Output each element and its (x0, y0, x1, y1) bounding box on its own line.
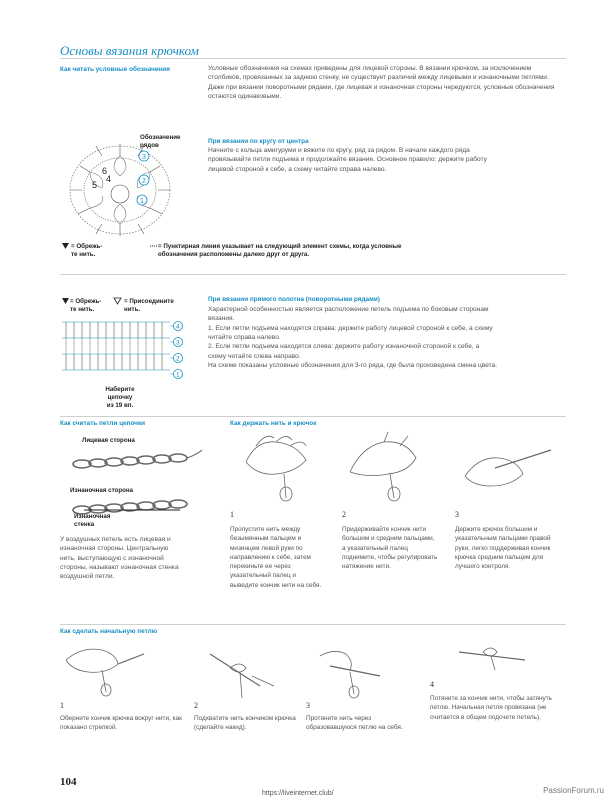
loop-step-4-illustration (455, 642, 535, 672)
loop-step-3-num: 3 (306, 701, 310, 710)
flat-attach-thread: = Присоедините нить. (124, 298, 174, 313)
watermark: PassionForum.ru (543, 786, 604, 795)
flat-heading: При вязании прямого полотна (поворотными рядами) (208, 296, 380, 303)
dotted-line-note: = Пунктирная линия указывает на следующий элемент схемы, когда условные обозначения расположены далеко друг от друга. (158, 243, 402, 258)
page-number: 104 (60, 776, 77, 788)
back-wall-label: Изнаночная стенка (74, 513, 111, 528)
rule-2 (60, 274, 566, 275)
hold-step-1-num: 1 (230, 510, 234, 519)
round-circle-3: 3 (142, 154, 146, 161)
loop-step-2-illustration (200, 646, 280, 701)
flat-crochet-diagram (60, 316, 190, 386)
flat-row-1: 1 (176, 371, 180, 379)
rows-designation-label: Обозначение рядов (140, 134, 181, 149)
title-rule (60, 58, 566, 59)
loop-step-4-text: Потяните за кончик нити, чтобы затянуть петлю. Начальная петля провязана (не считается в общем подсчете петель). (430, 695, 552, 721)
hold-step-1-text: Пропустите нить между безымянным пальцем и мизинцем левой руки по направлению к себе, затем перекиньте ее через указательный палец и выведите кончик нити на себя. (230, 526, 322, 589)
hold-step-3-illustration (455, 446, 555, 496)
round-text: Начните с кольца амигуруми и вяжите по кругу, ряд за рядом. В начале каждого ряда провязывайте петли подъема и продолжайте вязание. Основное правило: держите работу лицевой стороной к себе, а схему читайте справа налево. (208, 147, 487, 173)
loop-step-1-num: 1 (60, 701, 64, 710)
round-row-4-label: 4 (106, 174, 112, 184)
chain-heading: Как считать петли цепочки (60, 420, 146, 427)
flat-cut-thread: = Обрежь- те нить. (70, 298, 102, 313)
round-row-5-label: 5 (92, 180, 98, 190)
round-heading: При вязании по кругу от центра (208, 138, 309, 145)
hold-step-2-illustration (340, 432, 430, 502)
symbols-intro-text: Условные обозначения на схемах приведены для лицевой стороны. В вязании крючком, за исключением столбиков, провязанных за заднюю стенку, не существует различий между лицевыми и изнаночными петлями. Даже при вязании поворотными рядами, где лицевая и изнаночная стороны чередуются, условные обозначения остаются одинаковыми. (208, 65, 555, 101)
loop-step-1-text: Оберните кончик крючка вокруг нити, как показано стрелкой. (60, 715, 182, 732)
footer-url[interactable]: https://liveinternet.club/ (262, 790, 334, 797)
loop-step-3-text: Протяните нить через образовавшуюся петлю на себя. (306, 715, 403, 732)
flat-row-3: 3 (176, 339, 180, 347)
loop-step-3-illustration (310, 646, 390, 701)
hold-step-3-text: Держите крючок большим и указательным пальцами правой руки, легко поддерживая кончик крючка средним пальцем для лучшего контроля. (455, 526, 551, 571)
hold-step-1-illustration (236, 432, 326, 502)
loop-heading: Как сделать начальную петлю (60, 628, 158, 635)
loop-step-1-illustration (62, 640, 152, 700)
hold-step-2-num: 2 (342, 510, 346, 519)
back-side-label: Изнаночная сторона (70, 487, 134, 494)
flat-text: Характерной особенностью является расположение петель подъема по боковым сторонам вязания. 1. Если петли подъема находятся справа: держите работу лицевой стороной к себе, а схему читайте справа налево. 2. Если петли подъема находятся слева: держите работу изнаночной стороной к себе, а схему читайте слева направо. На схеме показаны условные обозначения для 3-го ряда, где была произведена смена цвета. (208, 306, 498, 370)
rule-3 (60, 416, 566, 417)
section-heading-symbols: Как читать условные обозначения (60, 66, 170, 73)
cut-thread-icon-2 (62, 298, 70, 306)
chain-count-note: Наберите цепочку из 19 вп. (105, 386, 135, 409)
attach-thread-icon (114, 298, 122, 306)
page-title: Основы вязания крючком (60, 43, 199, 58)
hold-step-2-text: Придерживайте кончик нити большим и средним пальцами, а указательный палец поднимите, чтобы регулировать натяжение нити. (342, 526, 438, 571)
chain-text: У воздушных петель есть лицевая и изнаночная стороны. Центральную нить, выступающую с изнаночной стороны, называют изнаночная стенка воздушной петли. (60, 536, 179, 581)
round-circle-1: 1 (140, 198, 144, 205)
chain-front-illustration (70, 450, 210, 472)
loop-step-2-text: Подхватите нить кончиком крючка (сделайте накид). (194, 715, 296, 732)
rule-4 (60, 624, 566, 625)
loop-step-4-num: 4 (430, 680, 434, 689)
front-side-label: Лицевая сторона (82, 437, 135, 444)
flat-row-4: 4 (176, 323, 180, 331)
cut-thread-icon (62, 243, 70, 251)
flat-row-2: 2 (176, 355, 180, 363)
hold-heading: Как держать нить и крючок (230, 420, 317, 427)
hold-step-3-num: 3 (455, 510, 459, 519)
round-row-6-label: 6 (102, 166, 108, 176)
dotted-line-icon (150, 243, 158, 251)
loop-step-2-num: 2 (194, 701, 198, 710)
round-crochet-diagram (62, 136, 212, 246)
cut-thread-note: = Обрежь- те нить. (71, 243, 103, 258)
round-circle-2: 2 (142, 178, 146, 185)
